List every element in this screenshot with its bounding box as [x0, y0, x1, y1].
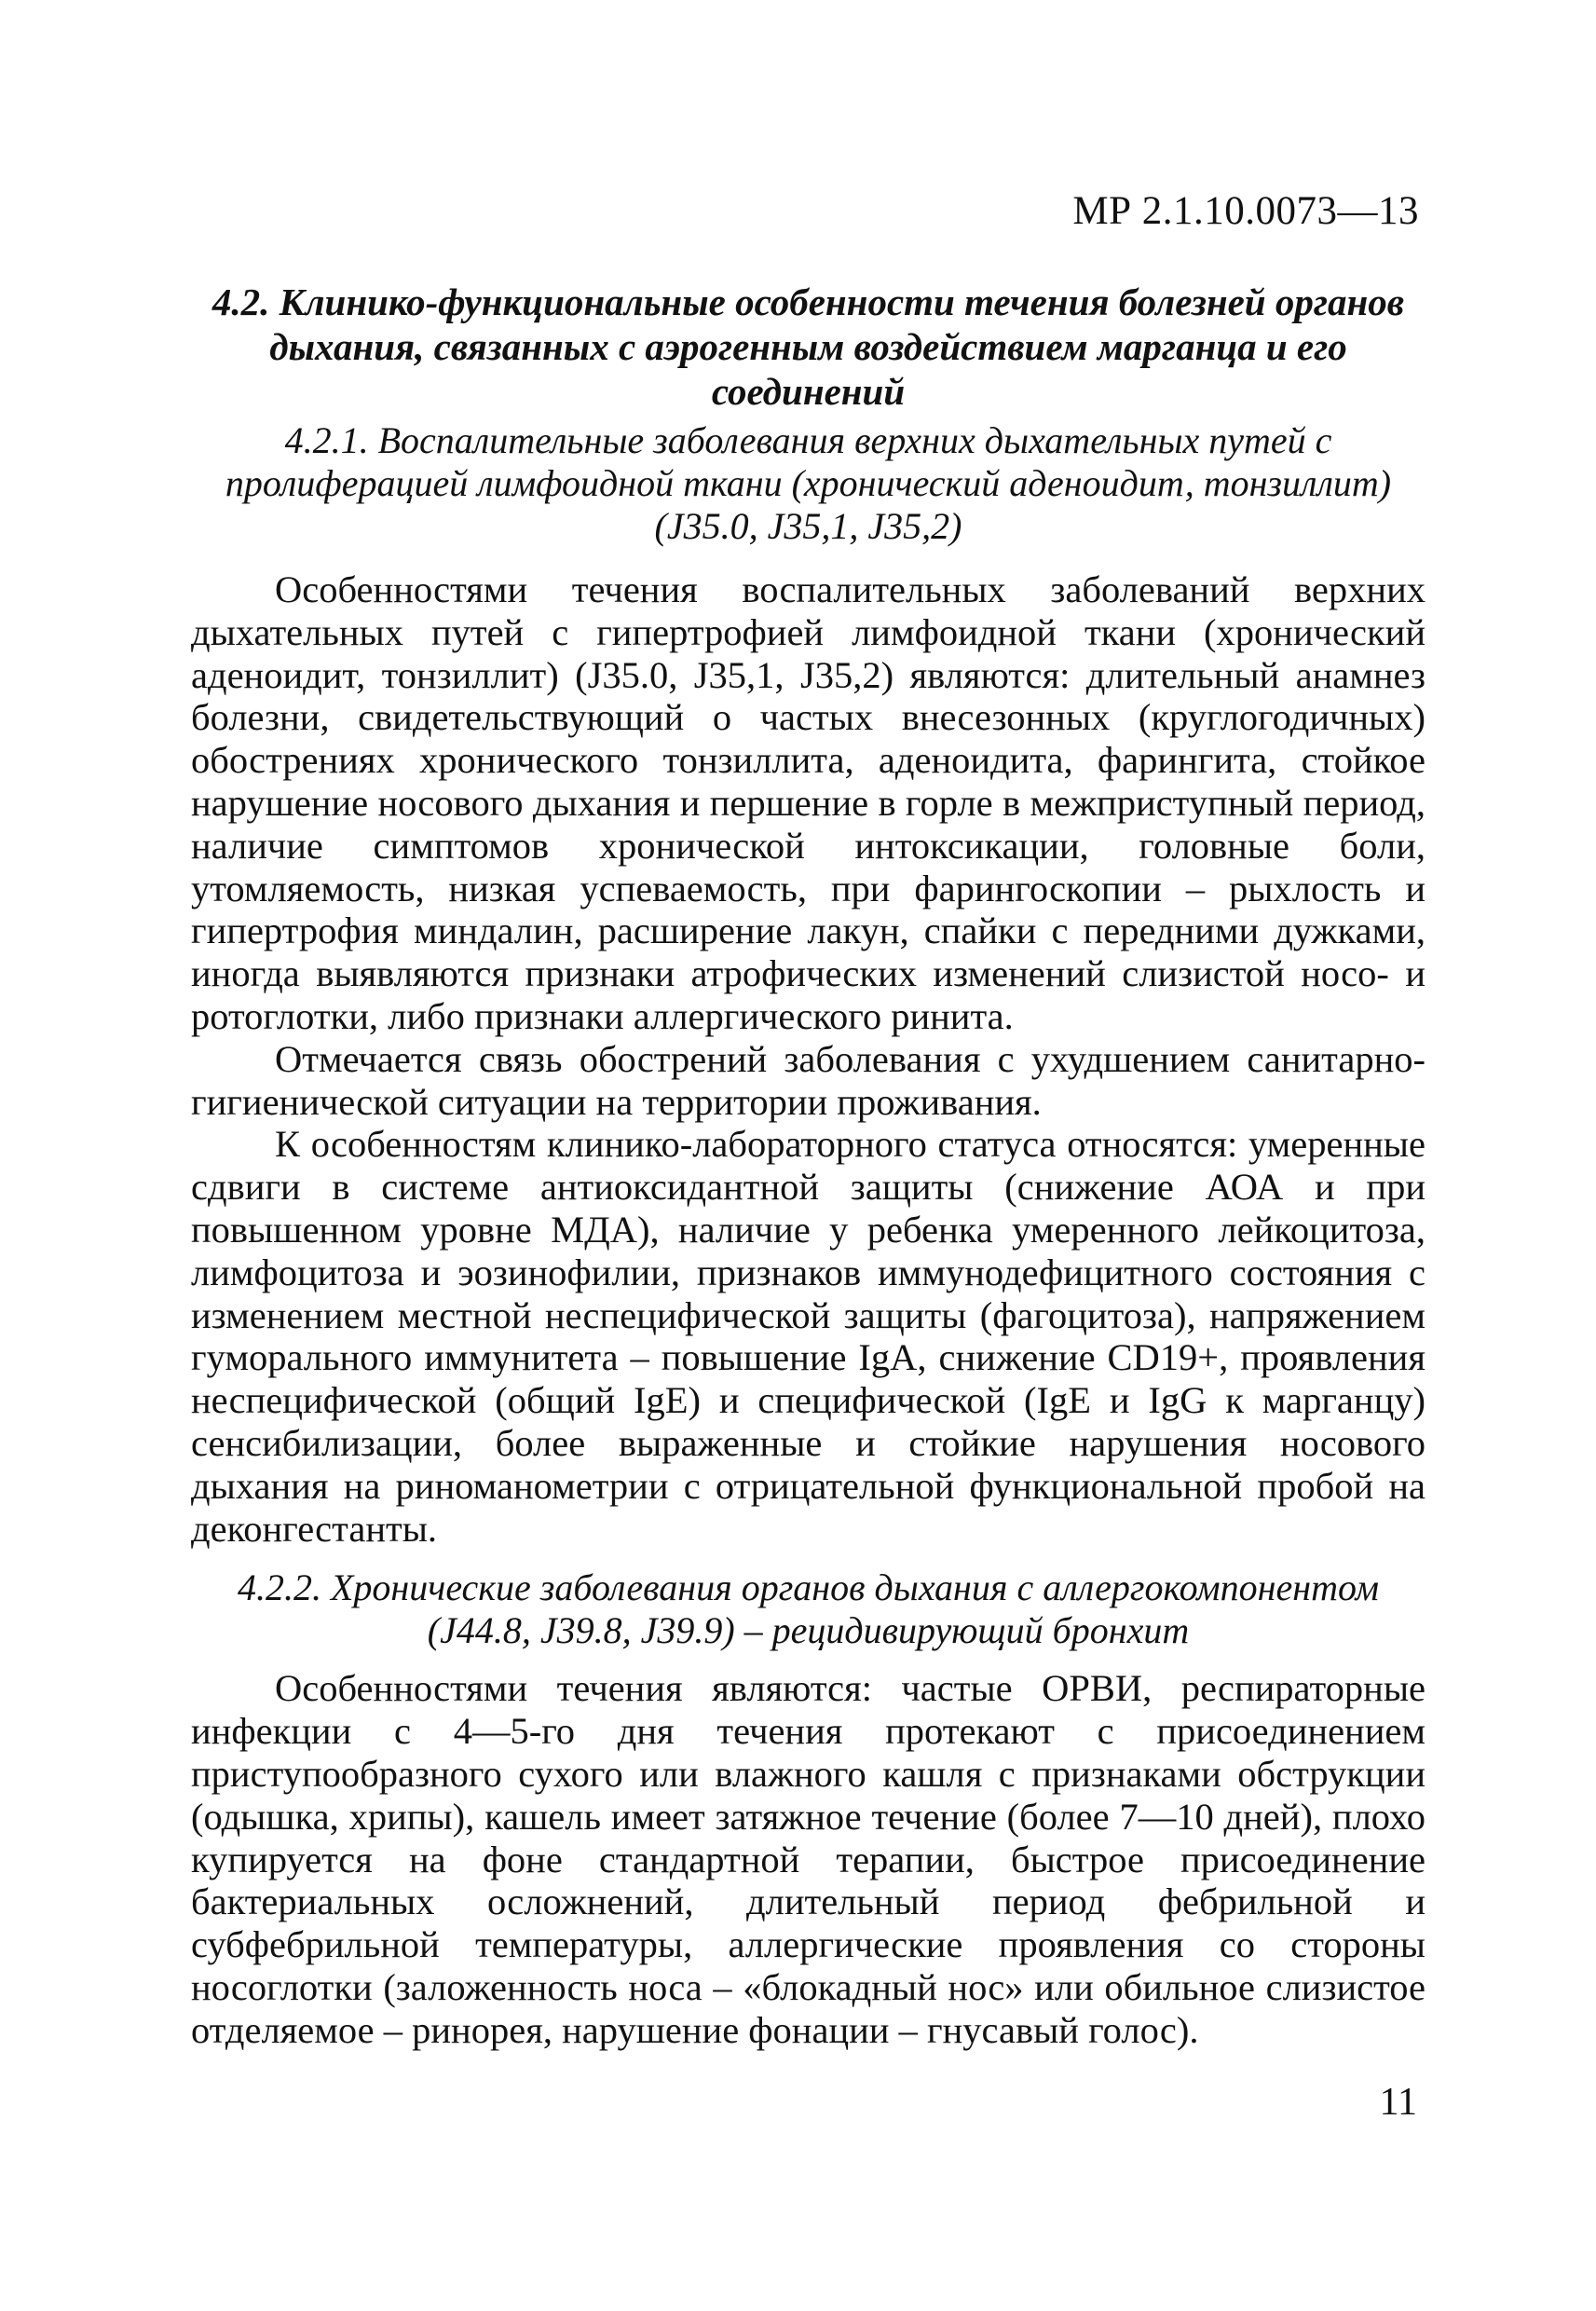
subsection-2-paragraph-1: Особенностями течения являются: частые ОРВИ, респираторные инфекции с 4—5-го дня течения протекают с присоединением приступообразного сухого или влажного кашля с признаками обструкции (одышка, хрипы), кашель имеет затяжное течение (более 7—10 дней), плохо купируется на фоне стандартной терапии, быстрое присоединение бактериальных осложнений, длительный период фебрильной и субфебрильной температуры, аллергические проявления со стороны носоглотки (заложенность носа – «блокадный нос» или обильное слизистое отделяемое – ринорея, нарушение фонации – гнусавый голос). [191, 1667, 1425, 2051]
subsection-1-paragraph-1: Особенностями течения воспалительных заболеваний верхних дыхательных путей с гипертрофией лимфоидной ткани (хронический аденоидит, тонзиллит) (J35.0, J35,1, J35,2) являются: длительный анамнез болезни, свидетельствующий о частых внесезонных (круглогодичных) обострениях хронического тонзиллита, аденоидита, фарингита, стойкое нарушение носового дыхания и першение в горле в межприступный период, наличие симптомов хронической интоксикации, головные боли, утомляемость, низкая успеваемость, при фарингоскопии – рыхлость и гипертрофия миндалин, расширение лакун, спайки с передними дужками, иногда выявляются признаки атрофических изменений слизистой носо- и ротоглотки, либо признаки аллергического ринита. [191, 568, 1425, 1037]
section-title: 4.2. Клинико-функциональные особенности течения болезней органов дыхания, связанных с аэрогенным воздействием марганца и его соединений [211, 280, 1405, 413]
subsection-1-paragraph-2: Отмечается связь обострений заболевания с ухудшением санитарно-гигиенической ситуации на территории проживания. [191, 1037, 1425, 1123]
subsection-1-title: 4.2.1. Воспалительные заболевания верхних дыхательных путей с пролиферацией лимфоидной ткани (хронический аденоидит, тонзиллит) (J35.0, J35,1, J35,2) [225, 419, 1392, 547]
page-number: 11 [1379, 2081, 1417, 2124]
subsection-2-title: 4.2.2. Хронические заболевания органов дыхания с аллергокомпонентом (J44.8, J39.8, J39.9) – рецидивирующий бронхит [237, 1566, 1380, 1652]
document-code: МР 2.1.10.0073—13 [1072, 189, 1419, 233]
page-content [191, 280, 1425, 2052]
subsection-1-paragraph-3: К особенностям клинико-лабораторного статуса относятся: умеренные сдвиги в системе антиоксидантной защиты (снижение АОА и при повышенном уровне МДА), наличие у ребенка умеренного лейкоцитоза, лимфоцитоза и эозинофилии, признаков иммунодефицитного состояния с изменением местной неспецифической защиты (фагоцитоза), напряжением гуморального иммунитета – повышение IgA, снижение CD19+, проявления неспецифической (общий IgE) и специфической (IgE и IgG к марганцу) сенсибилизации, более выраженные и стойкие нарушения носового дыхания на риноманометрии с отрицательной функциональной пробой на деконгестанты. [191, 1123, 1425, 1550]
